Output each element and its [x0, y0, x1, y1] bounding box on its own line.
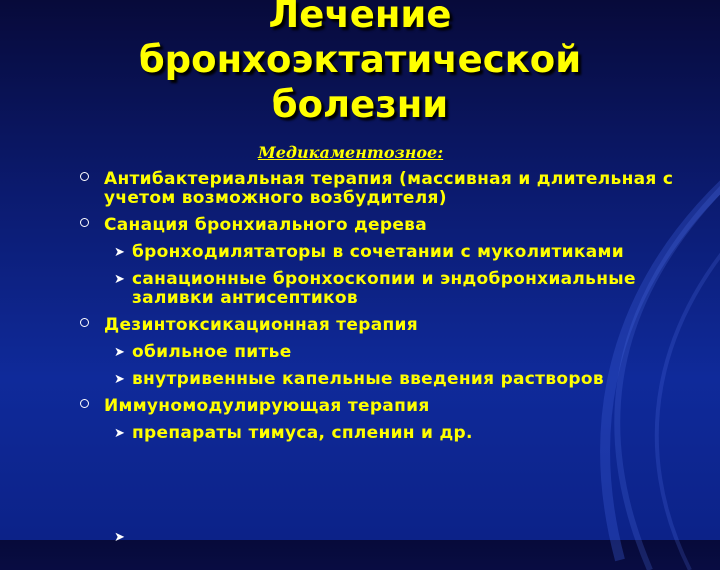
- arrowhead-bullet-icon: ➤: [114, 426, 126, 441]
- list-item: [80, 316, 700, 335]
- sub-list-item: [80, 270, 700, 308]
- slide-title-line: бронхоэктатической: [138, 38, 582, 81]
- list-item: [80, 216, 700, 235]
- bullet-list: [80, 170, 700, 451]
- sub-list-item: [80, 424, 700, 443]
- sub-list-item: [80, 370, 700, 389]
- hollow-circle-bullet-icon: [80, 218, 89, 227]
- hollow-circle-bullet-icon: [80, 399, 89, 408]
- list-item-text: Иммуномодулирующая терапия: [104, 396, 430, 416]
- arrowhead-bullet-icon: ➤: [114, 245, 126, 260]
- slide-title: [0, 0, 720, 127]
- list-item-text: Санация бронхиального дерева: [104, 215, 428, 235]
- list-item: [80, 170, 700, 208]
- list-item: [80, 397, 700, 416]
- arrowhead-bullet-icon: ➤: [114, 345, 126, 360]
- list-item-text: обильное питье: [132, 342, 292, 362]
- hollow-circle-bullet-icon: [80, 318, 89, 327]
- list-item-text: санационные бронхоскопии и эндобронхиальные заливки антисептиков: [132, 269, 636, 308]
- hollow-circle-bullet-icon: [80, 172, 89, 181]
- list-item-text: внутривенные капельные введения растворов: [132, 369, 604, 389]
- arrowhead-bullet-icon: ➤: [114, 372, 126, 387]
- list-item-text: препараты тимуса, спленин и др.: [132, 423, 473, 443]
- list-item-text: Антибактериальная терапия (массивная и длительная с учетом возможного возбудителя): [104, 169, 674, 208]
- slide-title-line: болезни: [271, 83, 449, 126]
- list-item-text: Дезинтоксикационная терапия: [104, 315, 418, 335]
- slide-title-line: Лечение: [268, 0, 452, 36]
- arrowhead-bullet-icon: ➤: [114, 272, 126, 287]
- sub-list-item: [80, 243, 700, 262]
- arrowhead-bullet-icon: ➤: [114, 530, 125, 545]
- list-item-text: бронходилятаторы в сочетании с муколитиками: [132, 242, 624, 262]
- section-subtitle: Медикаментозное:: [258, 143, 444, 162]
- sub-list-item: [80, 343, 700, 362]
